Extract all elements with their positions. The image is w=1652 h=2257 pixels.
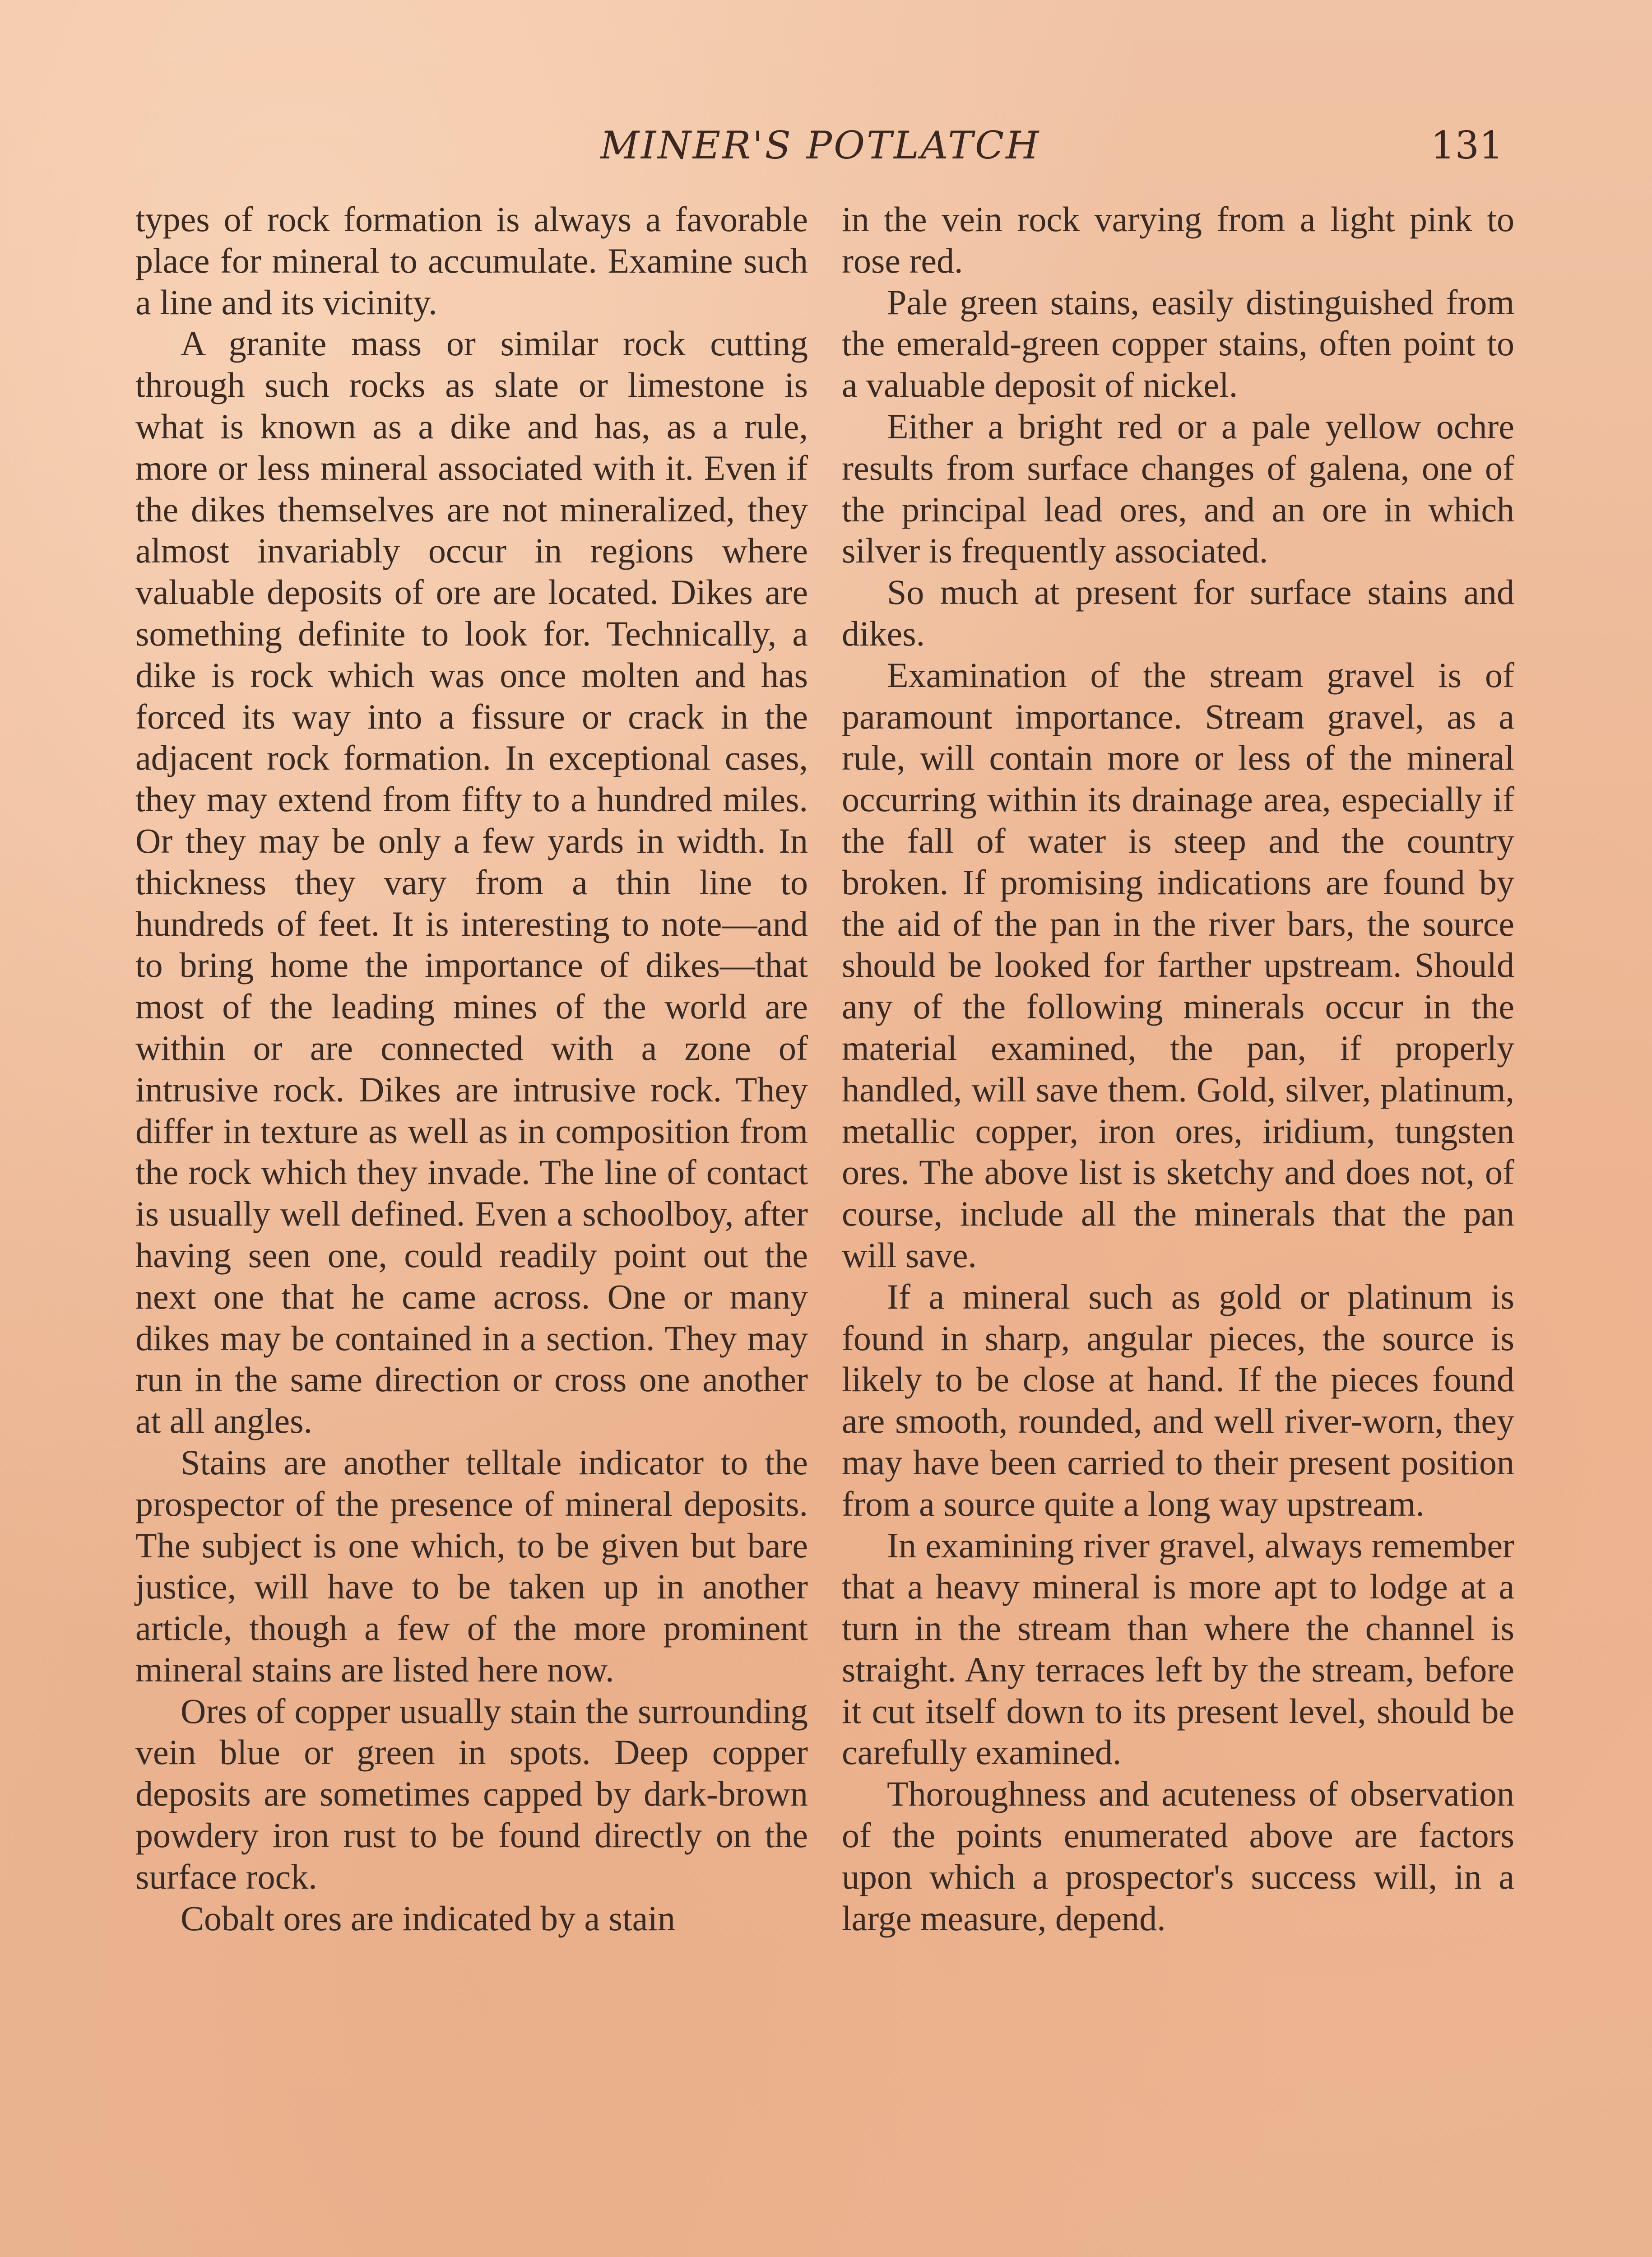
text-column-left bbox=[135, 199, 808, 1939]
paragraph: Ores of copper usually stain the surrounding vein blue or green in spots. Deep copper deposits are sometimes capped by dark-brown powdery iron rust to be found directly on the surface rock. bbox=[135, 1691, 808, 1896]
paragraph: So much at present for surface stains and dikes. bbox=[842, 572, 1514, 653]
paragraph: If a mineral such as gold or platinum is found in sharp, angular pieces, the source is likely to be close at hand. If the pieces found are smooth, rounded, and well river-worn, they may have been carried to their present position from a source quite a long way upstream. bbox=[842, 1277, 1514, 1523]
page-header bbox=[0, 118, 1652, 172]
paragraph: Pale green stains, easily distinguished from the emerald-green copper stains, often point to a valuable deposit of nickel. bbox=[842, 282, 1514, 405]
page-number: 131 bbox=[1431, 123, 1504, 167]
paragraph: A granite mass or similar rock cutting through such rocks as slate or limestone is what is known as a dike and has, as a rule, more or less mineral associated with it. Even if the dikes themselves are not mineralized, they almost invariably occur in regions where valuable deposits of ore are located. Dikes are something definite to look for. Technically, a dike is rock which was once molten and has forced its way into a fissure or crack in the adjacent rock formation. In exceptional cases, they may extend from fifty to a hundred miles. Or they may be only a few yards in width. In thickness they vary from a thin line to hundreds of feet. It is interesting to note—and to bring home the importance of dikes—that most of the leading mines of the world are within or are connected with a zone of intrusive rock. Dikes are intrusive rock. They differ in texture as well as in composition from the rock which they invade. The line of contact is usually well defined. Even a schoolboy, after having seen one, could readily point out the next one that he came across. One or many dikes may be contained in a section. They may run in the same direction or cross one another at all angles. bbox=[135, 324, 808, 1441]
paragraph: in the vein rock varying from a light pink to rose red. bbox=[842, 200, 1514, 280]
paragraph: Stains are another telltale indicator to the prospector of the presence of mineral deposits. The subject is one which, to be given but bare justice, will have to be taken up in another article, though a few of the more prominent mineral stains are listed here now. bbox=[135, 1442, 808, 1689]
paragraph: types of rock formation is always a favorable place for mineral to accumulate. Examine such a line and its vicinity. bbox=[135, 200, 808, 322]
paragraph: In examining river gravel, always remember that a heavy mineral is more apt to lodge at a turn in the stream than where the channel is straight. Any terraces left by the stream, before it cut itself down to its present level, should be carefully examined. bbox=[842, 1525, 1514, 1772]
text-column-right bbox=[842, 199, 1514, 1939]
running-title: MINER'S POTLATCH bbox=[600, 123, 1041, 167]
paragraph: Cobalt ores are indicated by a stain bbox=[181, 1898, 675, 1938]
paragraph: Either a bright red or a pale yellow ochre results from surface changes of galena, one of the principal lead ores, and an ore in which silver is frequently associated. bbox=[842, 406, 1514, 571]
paragraph: Thoroughness and acuteness of observation of the points enumerated above are factors upon which a prospector's success will, in a large measure, depend. bbox=[842, 1774, 1514, 1938]
paragraph: Examination of the stream gravel is of paramount importance. Stream gravel, as a rule, will contain more or less of the mineral occurring within its drainage area, especially if the fall of water is steep and the country broken. If promising indications are found by the aid of the pan in the river bars, the source should be looked for farther upstream. Should any of the following minerals occur in the material examined, the pan, if properly handled, will save them. Gold, silver, platinum, metallic copper, iron ores, iridium, tungsten ores. The above list is sketchy and does not, of course, include all the minerals that the pan will save. bbox=[842, 655, 1514, 1275]
